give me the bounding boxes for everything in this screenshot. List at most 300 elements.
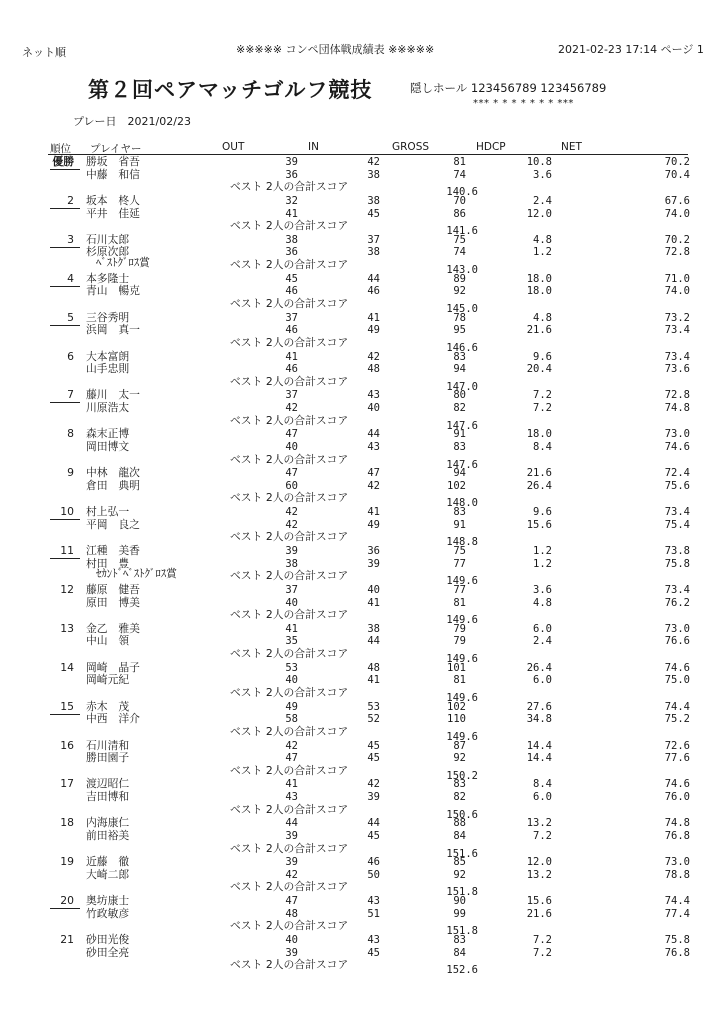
gross-score: 83 bbox=[453, 350, 466, 363]
net-score: 77.4 bbox=[664, 907, 690, 920]
player-name: 岡田博文 bbox=[86, 439, 130, 453]
hdcp-value: 3.6 bbox=[533, 168, 552, 181]
hdcp-value: 27.6 bbox=[526, 700, 552, 713]
gross-score: 85 bbox=[453, 856, 466, 869]
gross-score: 83 bbox=[453, 778, 466, 791]
in-score: 44 bbox=[367, 635, 380, 648]
player-name: 中藤 和信 bbox=[86, 167, 140, 181]
rank-cell: 19 bbox=[60, 855, 74, 869]
in-score: 42 bbox=[367, 778, 380, 791]
out-score: 58 bbox=[285, 713, 298, 726]
col-header-out: OUT bbox=[222, 141, 245, 153]
rank-cell: 17 bbox=[60, 777, 74, 791]
out-score: 42 bbox=[285, 739, 298, 752]
hdcp-value: 2.4 bbox=[533, 194, 552, 207]
best-total-label: ベスト 2人の合計スコア bbox=[230, 219, 349, 233]
award-label: ｾｶﾝﾄﾞﾍﾞｽﾄｸﾞﾛｽ賞 bbox=[96, 567, 177, 581]
hdcp-value: 1.2 bbox=[533, 545, 552, 557]
out-score: 60 bbox=[285, 479, 298, 492]
hdcp-value: 20.4 bbox=[526, 363, 552, 376]
hdcp-value: 6.0 bbox=[533, 674, 552, 687]
player-name: 前田裕美 bbox=[86, 828, 130, 842]
best-total-score: 147.6 bbox=[446, 458, 478, 471]
best-total-score: 146.6 bbox=[446, 341, 478, 354]
in-score: 36 bbox=[367, 545, 380, 557]
gross-score: 81 bbox=[453, 674, 466, 687]
best-total-label: ベスト 2人の合計スコア bbox=[230, 763, 349, 777]
out-score: 36 bbox=[285, 168, 298, 181]
player-name: 奥坊康士 bbox=[86, 894, 130, 908]
rank-cell: 9 bbox=[67, 466, 74, 480]
rank-cell: 6 bbox=[67, 349, 74, 363]
player-name: 石川清和 bbox=[86, 738, 130, 752]
best-total-label: ベスト 2人の合計スコア bbox=[230, 413, 349, 427]
net-score: 73.8 bbox=[664, 545, 690, 557]
gross-score: 88 bbox=[453, 817, 466, 830]
hdcp-value: 2.4 bbox=[533, 635, 552, 648]
player-name: 中山 領 bbox=[86, 634, 130, 648]
hdcp-value: 21.6 bbox=[526, 324, 552, 337]
net-score: 73.4 bbox=[664, 506, 690, 519]
col-header-player: プレイヤー bbox=[90, 143, 142, 155]
in-score: 45 bbox=[367, 752, 380, 765]
sort-order-label: ネット順 bbox=[22, 46, 66, 59]
net-score: 74.0 bbox=[664, 207, 690, 220]
best-total-score: 145.0 bbox=[446, 302, 478, 315]
hdcp-value: 4.8 bbox=[533, 233, 552, 246]
out-score: 43 bbox=[285, 791, 298, 803]
net-score: 78.8 bbox=[664, 868, 690, 881]
col-header-gross: GROSS bbox=[392, 141, 430, 153]
player-name: 吉田博和 bbox=[86, 790, 130, 803]
gross-score: 70 bbox=[453, 194, 466, 207]
gross-score: 95 bbox=[453, 324, 466, 337]
col-header-in: IN bbox=[308, 141, 319, 153]
in-score: 53 bbox=[367, 700, 380, 713]
hdcp-value: 7.2 bbox=[533, 934, 552, 946]
rank-cell: 2 bbox=[67, 193, 74, 207]
hdcp-value: 34.8 bbox=[526, 713, 552, 726]
out-score: 42 bbox=[285, 506, 298, 519]
gross-score: 89 bbox=[453, 272, 466, 285]
gross-score: 86 bbox=[453, 207, 466, 220]
player-name: 岡崎元紀 bbox=[86, 673, 130, 687]
hdcp-value: 8.4 bbox=[533, 440, 552, 453]
player-name: 杉原次郎 bbox=[86, 245, 130, 259]
hdcp-value: 12.0 bbox=[526, 207, 552, 220]
out-score: 46 bbox=[285, 285, 298, 298]
hdcp-value: 18.0 bbox=[526, 285, 552, 298]
in-score: 40 bbox=[367, 583, 380, 596]
hdcp-value: 9.6 bbox=[533, 506, 552, 519]
in-score: 41 bbox=[367, 674, 380, 687]
hdcp-value: 4.8 bbox=[533, 596, 552, 609]
net-score: 73.6 bbox=[664, 363, 690, 376]
player-name: 勝坂 省吾 bbox=[86, 155, 140, 168]
hdcp-value: 15.6 bbox=[526, 895, 552, 908]
player-name: 倉田 典明 bbox=[86, 478, 140, 492]
out-score: 40 bbox=[285, 934, 298, 946]
award-label: ﾍﾞｽﾄｸﾞﾛｽ賞 bbox=[96, 256, 150, 269]
out-score: 32 bbox=[285, 194, 298, 207]
gross-score: 87 bbox=[453, 739, 466, 752]
gross-score: 101 bbox=[447, 661, 466, 674]
hdcp-value: 8.4 bbox=[533, 778, 552, 791]
hdcp-value: 21.6 bbox=[526, 907, 552, 920]
best-total-score: 151.6 bbox=[446, 847, 478, 860]
in-score: 43 bbox=[367, 895, 380, 908]
hdcp-value: 6.0 bbox=[533, 791, 552, 803]
in-score: 38 bbox=[367, 246, 380, 259]
gross-score: 83 bbox=[453, 440, 466, 453]
hidden-holes-marks: *** * * * * * * * *** bbox=[473, 98, 574, 109]
hdcp-value: 7.2 bbox=[533, 389, 552, 402]
best-total-score: 149.6 bbox=[446, 653, 478, 665]
out-score: 38 bbox=[285, 557, 298, 570]
out-score: 41 bbox=[285, 622, 298, 635]
in-score: 38 bbox=[367, 194, 380, 207]
col-header-rank: 順位 bbox=[50, 143, 71, 155]
out-score: 36 bbox=[285, 246, 298, 259]
best-total-score: 149.6 bbox=[446, 691, 478, 704]
net-score: 72.8 bbox=[664, 246, 690, 259]
in-score: 45 bbox=[367, 739, 380, 752]
rank-cell: 18 bbox=[60, 816, 74, 830]
hdcp-value: 7.2 bbox=[533, 946, 552, 959]
best-total-label: ベスト 2人の合計スコア bbox=[230, 335, 349, 349]
in-score: 44 bbox=[367, 817, 380, 830]
net-score: 75.2 bbox=[664, 713, 690, 726]
out-score: 39 bbox=[285, 156, 298, 168]
in-score: 38 bbox=[367, 622, 380, 635]
out-score: 40 bbox=[285, 440, 298, 453]
in-score: 42 bbox=[367, 156, 380, 168]
hdcp-value: 18.0 bbox=[526, 428, 552, 441]
player-name: 浜岡 真一 bbox=[86, 323, 140, 337]
in-score: 49 bbox=[367, 324, 380, 337]
in-score: 44 bbox=[367, 272, 380, 285]
gross-score: 99 bbox=[453, 907, 466, 920]
in-score: 37 bbox=[367, 233, 380, 246]
net-score: 74.0 bbox=[664, 285, 690, 298]
gross-score: 91 bbox=[453, 518, 466, 531]
rank-cell: 4 bbox=[67, 271, 74, 285]
player-name: 川原浩太 bbox=[86, 401, 130, 414]
best-total-label: ベスト 2人の合計スコア bbox=[230, 491, 349, 505]
rank-underline bbox=[50, 286, 80, 287]
best-total-label: ベスト 2人の合計スコア bbox=[230, 569, 349, 583]
rank-cell: 21 bbox=[60, 933, 74, 946]
out-score: 40 bbox=[285, 596, 298, 609]
best-total-score: 147.0 bbox=[446, 380, 478, 393]
player-name: 岡崎 晶子 bbox=[86, 660, 140, 674]
hdcp-value: 13.2 bbox=[526, 868, 552, 881]
net-score: 73.0 bbox=[664, 622, 690, 635]
gross-score: 84 bbox=[453, 946, 466, 959]
out-score: 39 bbox=[285, 829, 298, 842]
best-total-score: 141.6 bbox=[446, 225, 478, 238]
gross-score: 75 bbox=[453, 545, 466, 557]
in-score: 45 bbox=[367, 207, 380, 220]
rank-cell: 11 bbox=[60, 544, 74, 557]
gross-score: 79 bbox=[453, 622, 466, 635]
play-date: プレー日 2021/02/23 bbox=[73, 115, 191, 128]
event-title: 第２回ペアマッチゴルフ競技 bbox=[88, 78, 373, 102]
player-name: 渡辺昭仁 bbox=[86, 777, 130, 791]
out-score: 45 bbox=[285, 272, 298, 285]
gross-score: 90 bbox=[453, 895, 466, 908]
player-name: 中林 龍次 bbox=[86, 466, 140, 480]
best-total-label: ベスト 2人の合計スコア bbox=[230, 452, 349, 466]
out-score: 47 bbox=[285, 752, 298, 765]
net-score: 71.0 bbox=[664, 272, 690, 285]
best-total-score: 148.8 bbox=[446, 536, 478, 549]
best-total-label: ベスト 2人の合計スコア bbox=[230, 180, 349, 194]
hdcp-value: 14.4 bbox=[526, 752, 552, 765]
hdcp-value: 21.6 bbox=[526, 467, 552, 480]
out-score: 53 bbox=[285, 661, 298, 674]
gross-score: 77 bbox=[453, 557, 466, 570]
out-score: 42 bbox=[285, 518, 298, 531]
in-score: 48 bbox=[367, 661, 380, 674]
net-score: 73.4 bbox=[664, 583, 690, 596]
rank-underline bbox=[50, 519, 80, 520]
rank-cell: 20 bbox=[60, 894, 74, 908]
player-name: 本多隆士 bbox=[86, 271, 130, 285]
hdcp-value: 14.4 bbox=[526, 739, 552, 752]
player-name: 三谷秀明 bbox=[86, 310, 130, 324]
out-score: 39 bbox=[285, 856, 298, 869]
out-score: 37 bbox=[285, 389, 298, 402]
out-score: 37 bbox=[285, 311, 298, 324]
net-score: 74.6 bbox=[664, 661, 690, 674]
net-score: 73.4 bbox=[664, 350, 690, 363]
net-score: 75.0 bbox=[664, 674, 690, 687]
net-score: 70.2 bbox=[664, 233, 690, 246]
out-score: 47 bbox=[285, 428, 298, 441]
in-score: 42 bbox=[367, 479, 380, 492]
gross-score: 79 bbox=[453, 635, 466, 648]
gross-score: 74 bbox=[453, 168, 466, 181]
player-name: 原田 博美 bbox=[86, 595, 140, 609]
out-score: 48 bbox=[285, 907, 298, 920]
gross-score: 91 bbox=[453, 428, 466, 441]
best-total-score: 148.0 bbox=[446, 497, 478, 510]
out-score: 44 bbox=[285, 817, 298, 830]
best-total-label: ベスト 2人の合計スコア bbox=[230, 685, 349, 699]
player-name: 大本富朗 bbox=[86, 349, 130, 363]
hidden-holes-label: 隠しホール 123456789 123456789 bbox=[410, 81, 607, 95]
hdcp-value: 10.8 bbox=[526, 156, 552, 168]
in-score: 41 bbox=[367, 506, 380, 519]
player-name: 大崎二郎 bbox=[86, 867, 130, 881]
rank-underline bbox=[50, 558, 80, 559]
in-score: 44 bbox=[367, 428, 380, 441]
net-score: 70.2 bbox=[664, 156, 690, 168]
net-score: 70.4 bbox=[664, 168, 690, 181]
player-name: 石川太郎 bbox=[86, 232, 130, 246]
best-total-score: 150.2 bbox=[446, 769, 478, 782]
best-total-score: 151.8 bbox=[446, 925, 478, 938]
gross-score: 102 bbox=[447, 479, 466, 492]
best-total-label: ベスト 2人の合計スコア bbox=[230, 958, 349, 972]
player-name: 金乙 雅美 bbox=[86, 621, 140, 635]
player-name: 坂本 柊人 bbox=[86, 193, 140, 207]
in-score: 43 bbox=[367, 389, 380, 402]
gross-score: 92 bbox=[453, 868, 466, 881]
in-score: 41 bbox=[367, 596, 380, 609]
in-score: 52 bbox=[367, 713, 380, 726]
net-score: 72.4 bbox=[664, 467, 690, 480]
out-score: 46 bbox=[285, 363, 298, 376]
in-score: 45 bbox=[367, 946, 380, 959]
in-score: 45 bbox=[367, 829, 380, 842]
hdcp-value: 15.6 bbox=[526, 518, 552, 531]
in-score: 49 bbox=[367, 518, 380, 531]
out-score: 46 bbox=[285, 324, 298, 337]
out-score: 49 bbox=[285, 700, 298, 713]
print-datetime: 2021-02-23 17:14 bbox=[558, 43, 658, 56]
player-name: 勝田園子 bbox=[86, 751, 130, 765]
player-name: 村田 豊 bbox=[86, 556, 130, 570]
best-total-score: 149.6 bbox=[446, 730, 478, 743]
best-total-score: 150.6 bbox=[446, 808, 478, 821]
col-header-hdcp: HDCP bbox=[476, 141, 506, 153]
best-total-label: ベスト 2人の合計スコア bbox=[230, 608, 349, 622]
gross-score: 82 bbox=[453, 791, 466, 803]
gross-score: 75 bbox=[453, 233, 466, 246]
player-name: 藤原 健吾 bbox=[86, 582, 140, 596]
rank-underline bbox=[50, 714, 80, 715]
out-score: 42 bbox=[285, 868, 298, 881]
hdcp-value: 9.6 bbox=[533, 350, 552, 363]
hdcp-value: 7.2 bbox=[533, 402, 552, 414]
out-score: 41 bbox=[285, 350, 298, 363]
rank-cell: 7 bbox=[67, 388, 74, 402]
in-score: 46 bbox=[367, 856, 380, 869]
out-score: 35 bbox=[285, 635, 298, 648]
hdcp-value: 7.2 bbox=[533, 829, 552, 842]
in-score: 38 bbox=[367, 168, 380, 181]
rank-cell: 13 bbox=[60, 621, 74, 635]
gross-score: 77 bbox=[453, 583, 466, 596]
player-name: 赤木 茂 bbox=[86, 699, 130, 713]
hdcp-value: 1.2 bbox=[533, 246, 552, 259]
player-name: 平岡 良之 bbox=[86, 517, 140, 531]
net-score: 67.6 bbox=[664, 194, 690, 207]
rank-underline bbox=[50, 402, 80, 403]
rank-cell: 5 bbox=[67, 310, 74, 324]
hdcp-value: 26.4 bbox=[526, 479, 552, 492]
best-total-score: 151.8 bbox=[446, 886, 478, 899]
net-score: 72.8 bbox=[664, 389, 690, 402]
player-name: 砂田光俊 bbox=[86, 933, 130, 946]
rank-cell: 14 bbox=[60, 660, 74, 674]
best-total-score: 152.6 bbox=[446, 964, 478, 977]
best-total-label: ベスト 2人の合計スコア bbox=[230, 296, 349, 310]
best-total-score: 140.6 bbox=[446, 186, 478, 199]
net-score: 73.0 bbox=[664, 856, 690, 869]
player-name: 江種 美香 bbox=[86, 544, 140, 557]
player-name: 近藤 徹 bbox=[86, 855, 130, 869]
net-score: 76.8 bbox=[664, 829, 690, 842]
hdcp-value: 1.2 bbox=[533, 557, 552, 570]
rank-underline bbox=[50, 169, 80, 170]
net-score: 74.4 bbox=[664, 895, 690, 908]
best-total-label: ベスト 2人の合計スコア bbox=[230, 647, 349, 660]
in-score: 39 bbox=[367, 557, 380, 570]
best-total-label: ベスト 2人の合計スコア bbox=[230, 724, 349, 738]
out-score: 40 bbox=[285, 674, 298, 687]
player-name: 内海康仁 bbox=[86, 816, 130, 830]
in-score: 46 bbox=[367, 285, 380, 298]
net-score: 73.4 bbox=[664, 324, 690, 337]
net-score: 74.8 bbox=[664, 817, 690, 830]
best-total-label: ベスト 2人の合計スコア bbox=[230, 258, 349, 271]
out-score: 41 bbox=[285, 207, 298, 220]
gross-score: 94 bbox=[453, 363, 466, 376]
rank-cell: 8 bbox=[67, 427, 74, 441]
report-title: ※※※※※ コンペ団体戦成績表 ※※※※※ bbox=[236, 43, 435, 56]
best-total-score: 149.6 bbox=[446, 614, 478, 627]
in-score: 43 bbox=[367, 440, 380, 453]
out-score: 39 bbox=[285, 946, 298, 959]
out-score: 41 bbox=[285, 778, 298, 791]
net-score: 73.2 bbox=[664, 311, 690, 324]
hdcp-value: 26.4 bbox=[526, 661, 552, 674]
in-score: 48 bbox=[367, 363, 380, 376]
gross-score: 81 bbox=[453, 156, 466, 168]
out-score: 42 bbox=[285, 402, 298, 414]
gross-score: 94 bbox=[453, 467, 466, 480]
out-score: 47 bbox=[285, 895, 298, 908]
gross-score: 83 bbox=[453, 506, 466, 519]
in-score: 50 bbox=[367, 868, 380, 881]
out-score: 47 bbox=[285, 467, 298, 480]
rank-cell: 12 bbox=[60, 582, 74, 596]
net-score: 75.4 bbox=[664, 518, 690, 531]
player-name: 平井 佳延 bbox=[86, 206, 140, 220]
in-score: 43 bbox=[367, 934, 380, 946]
gross-score: 92 bbox=[453, 285, 466, 298]
in-score: 41 bbox=[367, 311, 380, 324]
in-score: 42 bbox=[367, 350, 380, 363]
hdcp-value: 3.6 bbox=[533, 583, 552, 596]
net-score: 74.4 bbox=[664, 700, 690, 713]
gross-score: 74 bbox=[453, 246, 466, 259]
net-score: 76.6 bbox=[664, 635, 690, 648]
in-score: 40 bbox=[367, 402, 380, 414]
best-total-label: ベスト 2人の合計スコア bbox=[230, 841, 349, 855]
player-name: 竹政敏彦 bbox=[86, 906, 130, 920]
gross-score: 92 bbox=[453, 752, 466, 765]
player-name: 村上弘一 bbox=[86, 505, 130, 519]
rank-cell: 15 bbox=[60, 699, 74, 713]
gross-score: 84 bbox=[453, 829, 466, 842]
net-score: 75.8 bbox=[664, 557, 690, 570]
net-score: 76.0 bbox=[664, 791, 690, 803]
out-score: 37 bbox=[285, 583, 298, 596]
rank-underline bbox=[50, 908, 80, 909]
gross-score: 83 bbox=[453, 934, 466, 946]
net-score: 72.6 bbox=[664, 739, 690, 752]
rank-cell: 3 bbox=[67, 232, 74, 246]
in-score: 39 bbox=[367, 791, 380, 803]
net-score: 74.6 bbox=[664, 778, 690, 791]
net-score: 75.8 bbox=[664, 934, 690, 946]
rank-cell: 優勝 bbox=[52, 155, 74, 168]
player-name: 中西 洋介 bbox=[86, 712, 140, 726]
